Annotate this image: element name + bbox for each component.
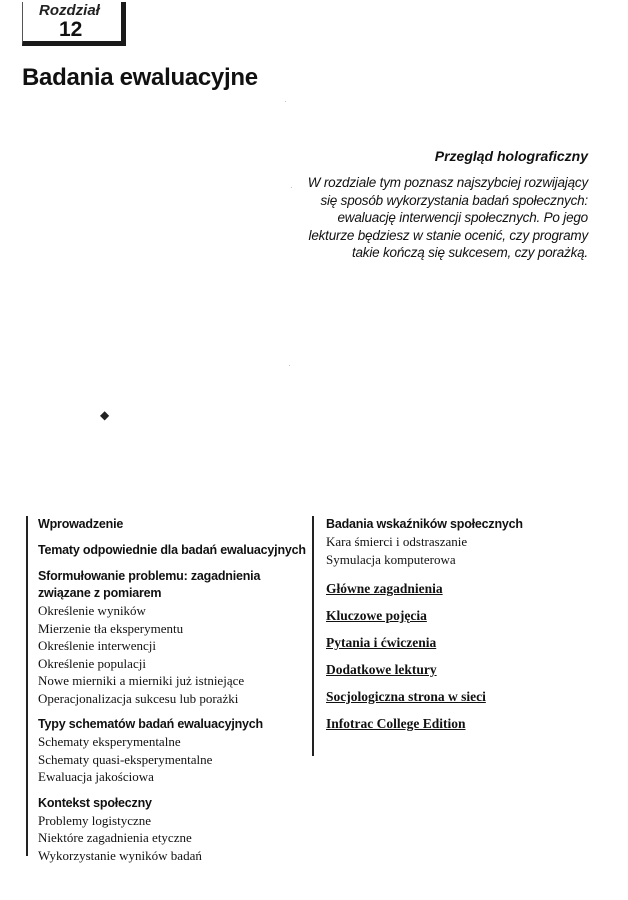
toc-link-infotrac[interactable]: Infotrac College Edition <box>326 716 466 731</box>
toc-item[interactable]: Określenie populacji <box>38 655 146 671</box>
chapter-label: Rozdział <box>39 2 100 19</box>
toc-item[interactable]: Wykorzystanie wyników badań <box>38 847 202 863</box>
scan-speck: ◆ <box>100 408 110 422</box>
toc-section-designs[interactable]: Typy schematów badań ewaluacyjnych <box>38 717 263 731</box>
overview-heading: Przegląd holograficzny <box>434 148 588 164</box>
toc-item[interactable]: Kara śmierci i odstraszanie <box>326 534 468 549</box>
toc-item[interactable]: Symulacja komputerowa <box>326 551 456 567</box>
overview-line: ewaluację interwencji społecznych. Po jego <box>337 210 588 225</box>
toc-section-context[interactable]: Kontekst społeczny <box>38 795 152 810</box>
scan-speck: · <box>290 182 293 192</box>
toc-item[interactable]: Określenie interwencji <box>38 638 157 653</box>
toc-item[interactable]: Niektóre zagadnienia etyczne <box>38 830 192 845</box>
scan-speck: · <box>284 96 287 106</box>
toc-item[interactable]: Ewaluacja jakościowa <box>38 769 154 784</box>
chapter-badge <box>22 2 126 46</box>
overview-panel <box>296 148 588 262</box>
toc-link-questions[interactable]: Pytania i ćwiczenia <box>326 635 437 650</box>
toc-section-indicators[interactable]: Badania wskaźników społecznych <box>326 517 523 531</box>
toc-section-topics[interactable]: Tematy odpowiednie dla badań ewaluacyjnych <box>38 543 306 557</box>
chapter-number: 12 <box>59 18 83 41</box>
toc-link-key-terms[interactable]: Kluczowe pojęcia <box>326 608 427 623</box>
toc-item[interactable]: Nowe mierniki a mierniki już istniejące <box>38 673 245 688</box>
toc-item[interactable]: Problemy logistyczne <box>38 812 152 828</box>
toc-item[interactable]: Operacjonalizacja sukcesu lub porażki <box>38 690 239 706</box>
overview-line: takie kończą się sukcesem, czy porażką. <box>351 245 588 260</box>
toc-section-intro[interactable]: Wprowadzenie <box>38 517 124 531</box>
toc-link-web-page[interactable]: Socjologiczna strona w sieci <box>326 689 486 704</box>
toc-link-further-reading[interactable]: Dodatkowe lektury <box>326 662 437 677</box>
toc-item[interactable]: Określenie wyników <box>38 603 146 618</box>
toc-left-column <box>26 516 308 863</box>
toc-item[interactable]: Schematy quasi-eksperymentalne <box>38 751 213 767</box>
toc-item[interactable]: Schematy eksperymentalne <box>38 734 181 749</box>
toc-section-problem[interactable]: Sformułowanie problemu: zagadnienia <box>38 569 261 583</box>
toc-right-column <box>312 516 546 756</box>
scan-speck: · <box>288 360 291 370</box>
toc-item[interactable]: Mierzenie tła eksperymentu <box>38 620 184 636</box>
overview-line: lekturze będziesz w stanie ocenić, czy programy <box>308 227 588 243</box>
toc-link-main-issues[interactable]: Główne zagadnienia <box>326 581 443 596</box>
toc-section-problem-cont[interactable]: związane z pomiarem <box>38 586 162 600</box>
overview-line: się sposób wykorzystania badań społecznych: <box>320 192 588 208</box>
chapter-title: Badania ewaluacyjne <box>22 64 258 91</box>
overview-line: W rozdziale tym poznasz najszybciej rozwijający <box>307 175 588 190</box>
